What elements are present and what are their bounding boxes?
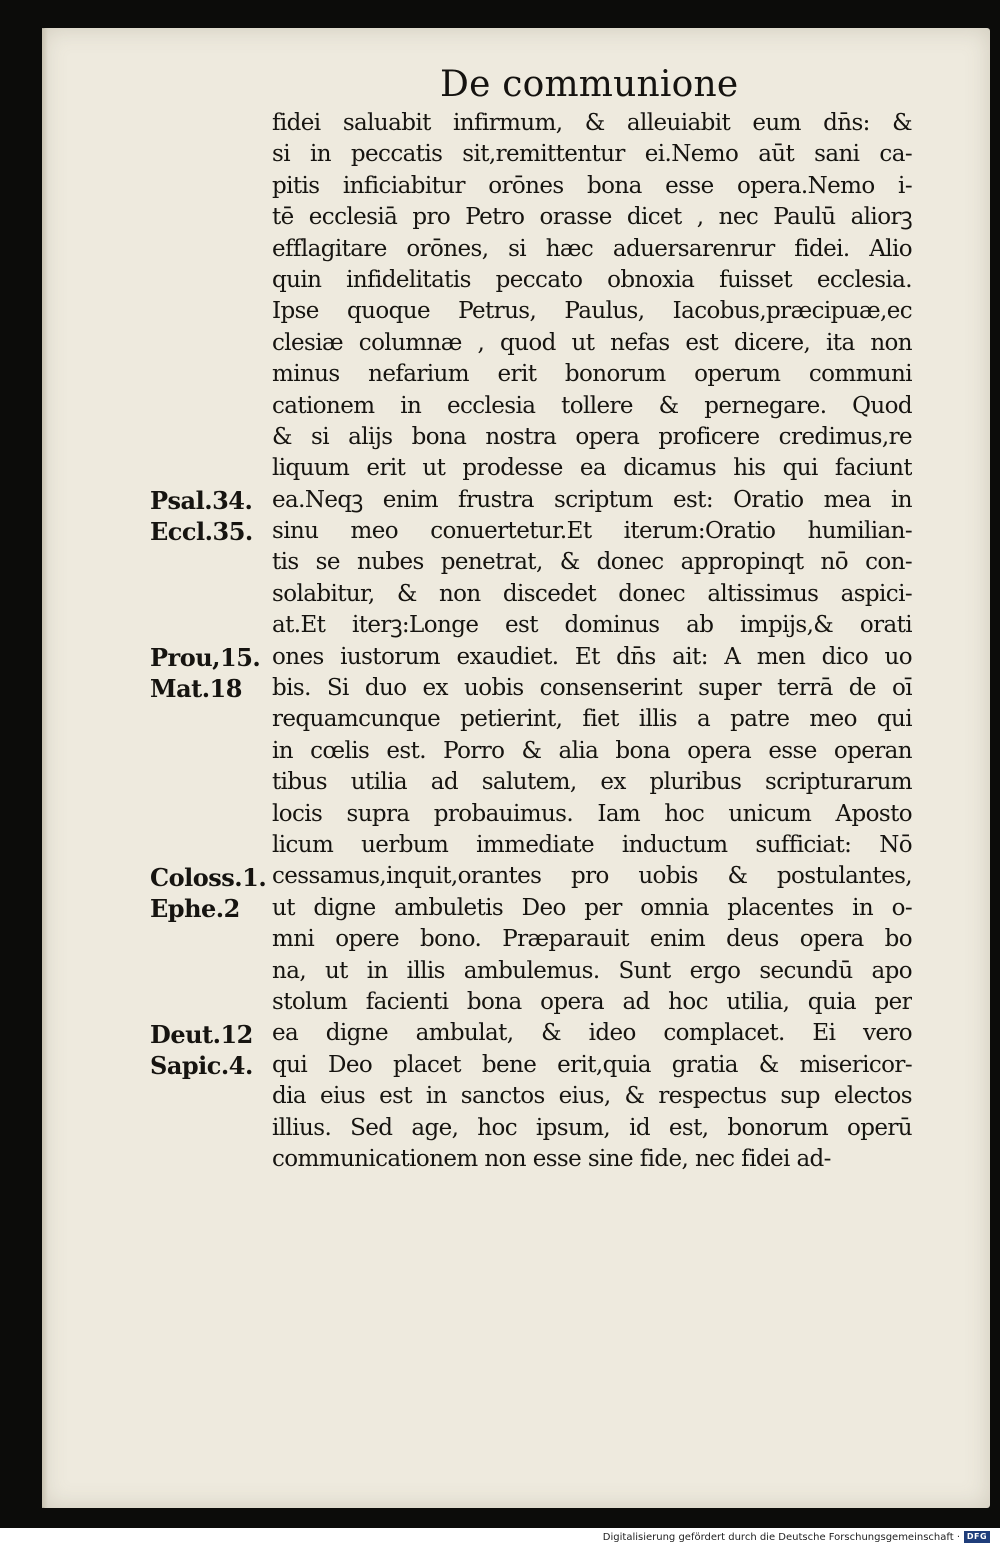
margin-reference: Mat.18 [150,674,242,704]
text-line: ut digne ambuletis Deo per omnia placentes in o- [272,894,912,921]
text-line: si in peccatis sit,remittentur ei.Nemo aūt sani ca- [272,141,912,168]
margin-reference: Prou,15. [150,642,261,672]
text-line: licum uerbum immediate inductum sufficiat: Nō [272,831,912,858]
text-line: sinu meo conuertetur.Et iterum:Oratio humilian- [272,518,912,545]
margin-reference: Deut.12 [150,1019,253,1049]
text-line: stolum facienti bona opera ad hoc utilia, quia per [272,988,912,1015]
text-line: efflagitare orōnes, si hæc aduersarenrur fidei. Alio [272,235,912,262]
margin-reference: Psal.34. [150,485,253,515]
text-line: clesiæ columnæ , quod ut nefas est dicere, ita non [272,329,912,356]
main-text-block [272,108,912,1175]
text-line: qui Deo placet bene erit,quia gratia & misericor- [272,1051,912,1078]
footer-strip [0,1528,1000,1547]
funding-note: Digitalisierung gefördert durch die Deutsche Forschungsgemeinschaft · [602,1532,960,1543]
text-line: liquum erit ut prodesse ea dicamus his qui faciunt [272,455,912,482]
text-line: tis se nubes penetrat, & donec appropinqt nō con- [272,549,912,576]
text-line: solabitur, & non discedet donec altissimus aspici- [272,580,912,607]
text-line: minus nefarium erit bonorum operum communi [272,361,912,388]
text-line: mni opere bono. Præparauit enim deus opera bo [272,926,912,953]
text-line: cessamus,inquit,orantes pro uobis & postulantes, [272,863,912,890]
text-line: & si alijs bona nostra opera proficere credimus,re [272,423,912,450]
text-line: tē ecclesiā pro Petro orasse dicet , nec Paulū aliorꝫ [272,204,912,231]
text-line: at.Et iterꝫ:Longe est dominus ab impijs,& orati [272,612,912,639]
text-line: Ipse quoque Petrus, Paulus, Iacobus,præcipuæ,ec [272,298,912,325]
page-gutter-shadow [42,28,48,1508]
text-line: communicationem non esse sine fide, nec fidei ad- [272,1145,831,1172]
margin-reference: Sapic.4. [150,1051,253,1080]
text-line: cationem in ecclesia tollere & pernegare. Quod [272,392,912,419]
text-line: ea digne ambulat, & ideo complacet. Ei vero [272,1020,912,1047]
margin-reference: Ephe.2 [150,894,240,923]
margin-reference: Eccl.35. [150,517,253,547]
text-line: bis. Si duo ex uobis consenserint super terrā de oī [272,675,912,702]
running-title: De communione [440,64,739,105]
text-line: dia eius est in sanctos eius, & respectus sup electos [272,1083,912,1110]
text-line: pitis inficiabitur orōnes bona esse opera.Nemo i- [272,172,912,199]
text-line: na, ut in illis ambulemus. Sunt ergo secundū apo [272,957,912,984]
margin-reference: Coloss.1. [150,862,267,892]
text-line: in cœlis est. Porro & alia bona opera esse operan [272,737,912,764]
text-line: illius. Sed age, hoc ipsum, id est, bonorum operū [272,1114,912,1141]
text-line: requamcunque petierint, fiet illis a patre meo qui [272,706,912,733]
text-line: ea.Neqꝫ enim frustra scriptum est: Oratio mea in [272,486,912,513]
text-line: locis supra probauimus. Iam hoc unicum Aposto [272,800,912,827]
dfg-logo-icon: DFG [964,1531,990,1543]
text-line: ones iustorum exaudiet. Et dn̄s ait: A men dico uo [272,643,912,670]
text-line: quin infidelitatis peccato obnoxia fuisset ecclesia. [272,266,912,293]
text-line: fidei saluabit infirmum, & alleuiabit eum dn̄s: & [272,110,912,136]
text-line: tibus utilia ad salutem, ex pluribus scripturarum [272,769,912,796]
